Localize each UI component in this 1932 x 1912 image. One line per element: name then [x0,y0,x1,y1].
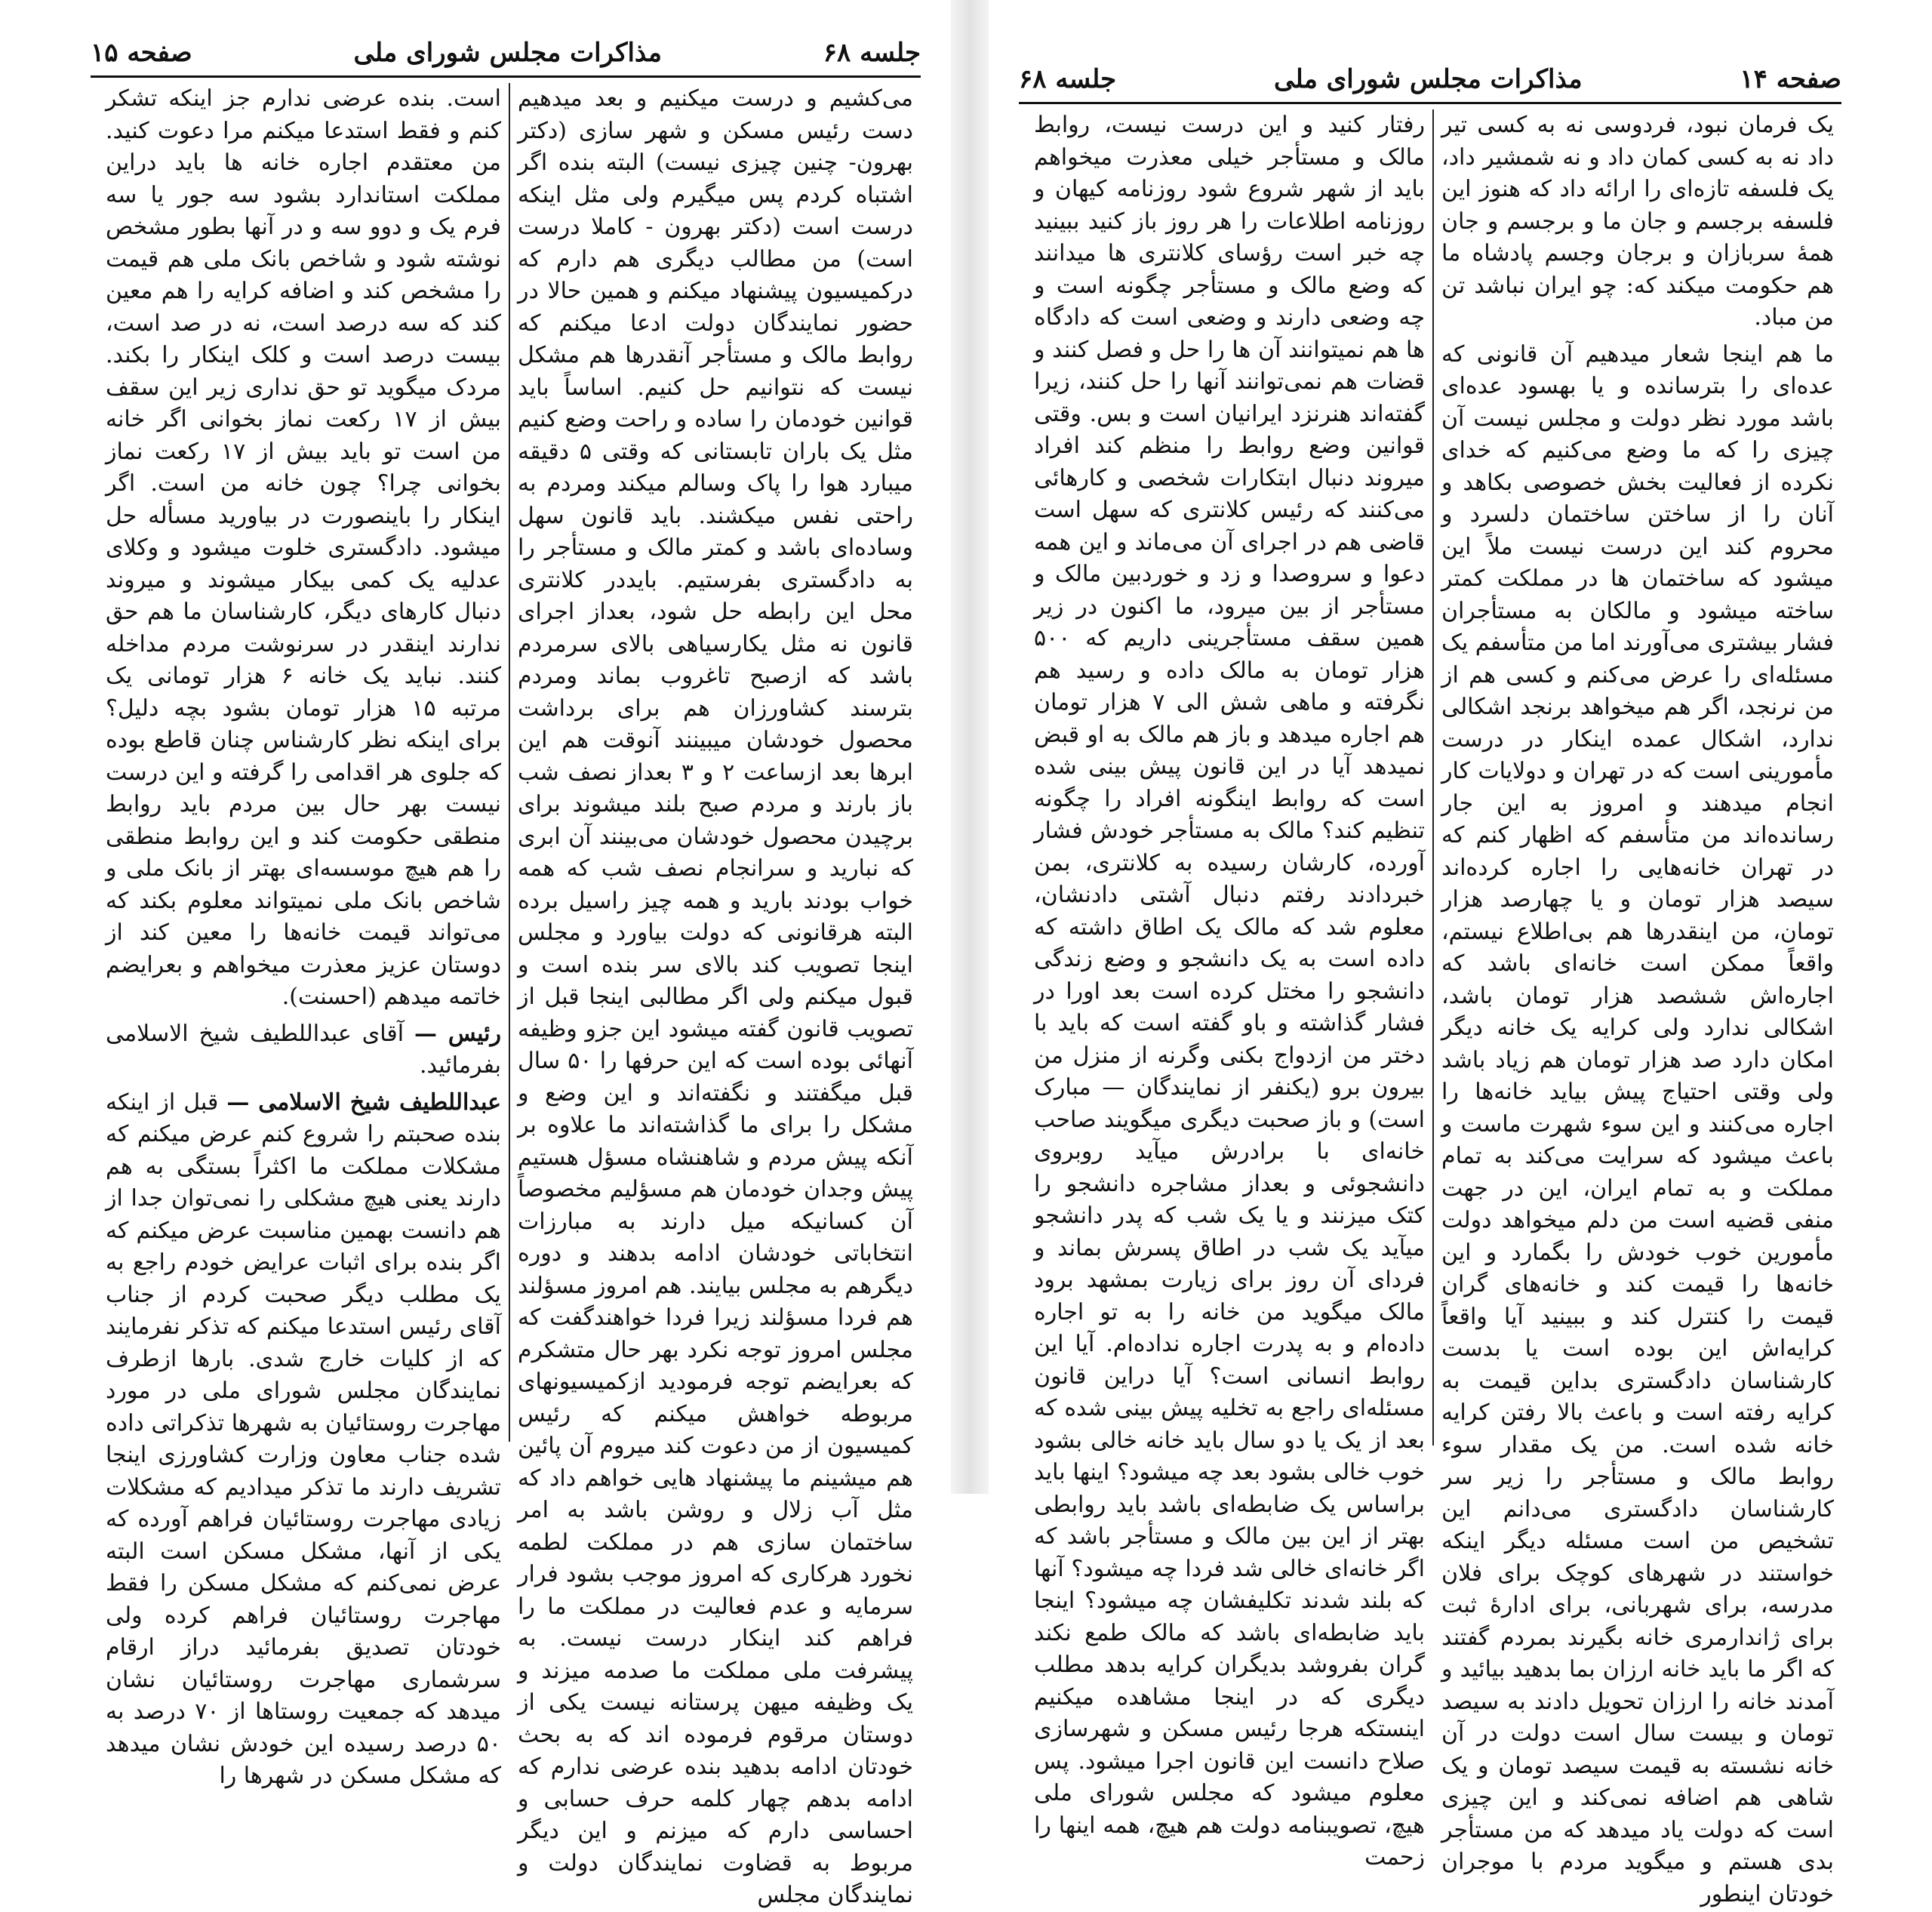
right-page-number: صفحه ۱۴ [1740,64,1841,94]
left-page-right-column-text: می‌کشیم و درست میکنیم و بعد میدهیم دست رئیس مسکن و شهر سازی (دکتر بهرون- چنین چیزی نیست) البته بنده اگر اشتباه کردم پس میگیرم ولی مثل اینکه درست است (دکتر بهرون - کاملا درست است) من مطالب دیگری هم دارم که درکمیسیون پیشنهاد میکنم و همین حالا در حضور نمایندگان دولت ادعا میکنم که روابط مالک و مستأجر آنقدرها هم مشکل نیست که نتوانیم حل کنیم. اساساً باید قوانین خودمان را ساده و راحت وضع کنیم مثل یک باران تابستانی که وقتی ۵ دقیقه میبارد هوا را پاک وسالم میکند ومردم به راحتی نفس میکشند. باید قانون سهل وساده‌ای باشد و کمتر مالک و مستأجر را به دادگستری بفرستیم. بایددر کلانتری محل این رابطه حل شود، بعداز اجرای قانون نه مثل یکارسیاهی بالای سرمردم باشد که ازصبح تاغروب بماند ومردم بترسند کشاورزان هم برای برداشت محصول خودشان میبینند آنوقت هم این ابرها بعد ازساعت ۲ و ۳ بعداز نصف شب باز بارند و مردم صبح بلند میشوند برای برچیدن محصول خودشان می‌بینند آن ابری که نبارید و سرانجام نصف شب که همه خواب بودند بارید و همه چیز راسیل برده البته هرقانونی که دولت بیاورد و مجلس اینجا تصویب کند بالای سر بنده است و قبول میکنم ولی اگر مطالبی اینجا قبل از تصویب قانون گفته میشود این جزو وظیفه آنهائی بوده است که این حرفها را ۵۰ سال قبل میگفتند و نگفته‌اند و این وضع و مشکل را برای ما گذاشته‌اند ما علاوه بر آنکه پیش مردم و شاهنشاه مسؤل هستیم پیش وجدان خودمان هم مسؤلیم مخصوصاً آن کسانیکه میل دارند به مبارزات انتخاباتی خودشان ادامه بدهند و دوره دیگرهم به مجلس بیایند. هم امروز مسؤلند هم فردا مسؤلند زیرا فردا خواهندگفت که مجلس امروز توجه نکرد بهر حال متشکرم که بعرایضم توجه فرمودید ازکمیسیونهای مربوطه خواهش میکنم که رئیس کمیسیون از من دعوت کند میروم آن پائین هم میشینم ما پیشنهاد هایی خواهم داد که مثل آب زلال و روشن باشد به امر ساختمان سازی هم در مملکت لطمه نخورد هرکاری که امروز موجب بشود فرار سرمایه و عدم فعالیت در مملکت ما را فراهم کند اینکار درست نیست. به پیشرفت ملی مملکت ما صدمه میزند و یک وظیفه میهن پرستانه نیست یکی از دوستان مرقوم فرموده اند که به بحث خودتان ادامه بدهید بنده عرضی ندارم که ادامه بدهم چهار کلمه حرف حسابی و احساسی دارم که میزنم و این دیگر مربوط به قضاوت نمایندگان دولت و نمایندگان مجلس [518,85,914,1908]
speaker-paragraph-president [106,1018,501,1082]
right-page-session: جلسه ۶۸ [1019,64,1117,94]
right-page-right-column [1434,109,1841,1907]
left-page-right-column [510,83,921,1908]
left-page-left-column-text-1: است. بنده عرضی ندارم جز اینکه تشکر کنم و فقط استدعا میکنم مرا دعوت کنید. من معتقدم اجاره خانه ها باید دراین مملکت استاندارد بشود سه جور یا سه فرم یک و دوو سه و در آنها بطور مشخص نوشته شود و شاخص بانک ملی هم قیمت را مشخص کند و اضافه کرایه را هم معین کند که سه درصد است، نه در صد است، بیست درصد است و کلک اینکار را بکند. مردک میگوید تو حق نداری زیر این سقف بیش از ۱۷ رکعت نماز بخوانی اگر خانه من است تو باید بیش از ۱۷ رکعت نماز بخوانی چرا؟ چون خانه من است. اگر اینکار را باینصورت در بیاورید مسأله حل میشود. دادگستری خلوت میشود و وکلای عدلیه یک کمی بیکار میشوند و میروند دنبال کارهای دیگر، کارشناسان ما هم حق ندارند اینقدر در سرنوشت مردم مداخله کنند. نباید یک خانه ۶ هزار تومانی یک مرتبه ۱۵ هزار تومان بشود بچه دلیل؟ برای اینکه نظر کارشناس چنان قاطع بوده که جلوی هر اقدامی را گرفته و این درست نیست بهر حال بین مردم باید روابط منطقی حکومت کند و این روابط منطقی را هم هیچ موسسه‌ای بهتر از بانک ملی و شاخص بانک ملی نمیتواند معلوم بکند که می‌تواند قیمت خانه‌ها را معین کند از دوستان عزیز معذرت میخواهم و بعرایضم خاتمه میدهم (احسنت). [106,85,502,1010]
left-page-columns [91,83,921,1908]
right-page-left-column [1026,109,1432,1870]
left-page-session: جلسه ۶۸ [823,38,921,68]
speaker-text-president: آقای عبداللطیف شیخ الاسلامی بفرمائید. [106,1020,501,1079]
book-gutter [951,0,989,1494]
right-page-title: مذاکرات مجلس شورای ملی [1274,64,1583,94]
right-page [989,0,1932,1907]
right-page-header [1019,57,1841,104]
right-page-right-column-text-1: یک فرمان نبود، فردوسی نه به کسی تیر داد نه به کسی کمان داد و نه شمشیر داد، یک فلسفه تازه‌ای را ارائه داد که هنوز این فلسفه برجسم و جان ما و برجسم و جان همهٔ سربازان و برجان وجسم پادشاه ما هم حکومت میکند که: چو ایران نباشد تن من مباد. [1441,112,1834,331]
left-page-number: صفحه ۱۵ [91,38,192,68]
speaker-text-sheikholeslami: قبل از اینکه بنده صحبتم را شروع کنم عرض میکنم که مشکلات مملکت ما اکثراً بستگی به هم دارند یعنی هیچ مشکلی را نمی‌توان جدا از هم دانست بهمین مناسبت عرض میکنم که اگر بنده برای اثبات عرایض خودم راجع به یک مطلب دیگر صحبت کردم از جناب آقای رئیس استدعا میکنم که تذکر نفرمایند که از کلیات خارج شدی. بارها ازطرف نمایندگان مجلس شورای ملی در مورد مهاجرت روستائیان به شهرها تذکراتی داده شده جناب معاون وزارت کشاورزی اینجا تشریف دارند ما تذکر میدادیم که مشکلات زیادی مهاجرت روستائیان فراهم آورده که یکی از آنها، مشکل مسکن است البته عرض نمی‌کنم که مشکل مسکن را فقط مهاجرت روستائیان فراهم کرده ولی خودتان تصدیق بفرمائید دراز ارقام سرشماری مهاجرت روستائیان نشان میدهد که جمعیت روستاها از ۷۰ درصد به ۵۰ درصد رسیده این خودش نشان میدهد که مشکل مسکن در شهرها را [106,1088,501,1789]
right-page-left-column-text: رفتار کنید و این درست نیست، روابط مالک و مستأجر خیلی معذرت میخواهم باید از شهر شروع شود روزنامه کیهان و روزنامه اطلاعات را هر روز باز کنید ببینید چه خبر است رؤسای کلانتری ها میدانند که وضع مالک و مستأجر چگونه است و چه وضعی دارند و وضعی است که دادگاه ها هم نمیتوانند آن ها را حل و فصل کنند و قضات هم نمی‌توانند آنها را حل کنند، زیرا گفته‌اند هنرنزد ایرانیان است و بس. وقتی قوانین وضع روابط را منظم کند افراد میروند دنبال ابتکارات شخصی و کارهائی می‌کنند که رئیس کلانتری که سهل است قاضی هم در اجرای آن می‌ماند و این همه دعوا و سروصدا و زد و خوردبین مالک و مستأجر از بین میرود، ما اکنون در زیر همین سقف مستأجرینی داریم که ۵۰۰ هزار تومان به مالک داده و رسید هم نگرفته و ماهی شش الی ۷ هزار تومان هم اجاره میدهد و باز هم مالک به او قبض نمیدهد آیا در این قانون پیش بینی شده است که روابط اینگونه افراد را چگونه تنظیم کند؟ مالک به مستأجر خودش فشار آورده، کارشان رسیده به کلانتری، بمن خبردادند رفتم دنبال آشتی دادنشان، معلوم شد که مالک یک اطاق داشته که داده است به یک دانشجو و وضع زندگی دانشجو را مختل کرده است بعد اورا در فشار گذاشته و باو گفته است که باید با دختر من ازدواج بکنی وگرنه از منزل من بیرون برو (یکنفر از نمایندگان — مبارک است) و باز صحبت دیگری میگویند صاحب خانه‌ای با برادرش میآید روبروی دانشجوئی و بعداز مشاجره دانشجو را کتک میزنند و یا یک شب که پدر دانشجو میآید یک شب در اطاق پسرش بماند و فردای آن روز برای زیارت بمشهد برود مالک میگوید من خانه را به تو اجاره داده‌ام و به پدرت اجاره نداده‌ام. آیا این روابط انسانی است؟ آیا دراین قانون مسئله‌ای راجع به تخلیه پیش بینی شده که بعد از یک یا دو سال باید خانه خالی بشود خوب خالی بشود بعد چه میشود؟ اینها باید براساس یک ضابطه‌ای باشد باید روابطی بهتر از این بین مالک و مستأجر باشد که اگر خانه‌ای خالی شد فردا چه میشود؟ آنها که بلند شدند تکلیفشان چه میشود؟ اینجا باید ضابطه‌ای باشد که مالک طمع نکند گران بفروشد بدیگران کرایه بدهد مطلب دیگری که در اینجا مشاهده میکنیم اینستکه هرجا رئیس مسکن و شهرسازی صلاح دانست این قانون اجرا میشود. پس معلوم میشود که مجلس شورای ملی هیچ، تصویبنامه دولت هم هیچ، همه اینها را زحمت [1034,112,1426,1870]
speaker-name-president: رئیس — [414,1020,501,1047]
speaker-name-sheikholeslami: عبداللطیف شیخ الاسلامی — [226,1088,501,1116]
left-page-title: مذاکرات مجلس شورای ملی [353,38,662,68]
right-page-columns [1019,109,1841,1907]
right-page-right-column-text-2: ما هم اینجا شعار میدهیم آن قانونی که عده‌ای را بترسانده و یا بهسود عده‌ای باشد مورد نظر دولت و مجلس نیست آن چیزی را که ما وضع می‌کنیم که خدای نکرده از فعالیت بخش خصوصی بکاهد و آنان را از ساختن ساختمان دلسرد و محروم کند این درست نیست ملاً این میشود که ساختمان ها در مملکت کمتر ساخته میشود و مالکان به مستأجران فشار بیشتری می‌آورند اما من متأسفم یک مسئله‌ای را عرض می‌کنم و کسی هم از من نرنجد، اگر هم میخواهد برنجد اشکالی ندارد، اشکال عمده اینکار در درست مأمورینی است که در تهران و دولایات کار انجام میدهند و امروز به این جار رسانده‌اند من متأسفم که اظهار کنم که در تهران خانه‌هایی را اجاره کرده‌اند سیصد هزار تومان و یا چهارصد هزار تومان، من اینقدرها هم بی‌اطلاع نیستم، واقعاً ممکن است خانه‌ای باشد که اجاره‌اش ششصد هزار تومان باشد، اشکالی ندارد ولی کرایه یک خانه دیگر امکان دارد صد هزار تومان هم زیاد باشد ولی وقتی احتیاج پیش بیاید خانه‌ها را اجاره می‌کنند و این سوء شهرت ماست و باعث میشود که سرایت می‌کند به تمام مملکت و به تمام ایران، این در جهت منفی قضیه است من دلم میخواهد دولت مأمورین خوب خودش را بگمارد و این خانه‌ها را قیمت کند و خانه‌های گران قیمت را کنترل کند و ببینید آیا واقعاً کرایه‌اش این بوده است یا بدست کارشناسان دادگستری بداین قیمت به کرایه رفته است و باعث بالا رفتن کرایه خانه شده است. من یک مقدار سوء روابط مالک و مستأجر را زیر سر کارشناسان دادگستری می‌دانم این تشخیص من است مسئله دیگر اینکه خواستند در شهرهای کوچک برای فلان مدرسه، برای شهربانی، برای ادارهٔ ثبت برای ژاندارمری خانه بگیرند بمردم گفتند که اگر ما باید خانه ارزان بما بدهید بیائید و آمدند خانه را ارزان تحویل دادند به سیصد تومان و بیست سال است دولت در آن خانه نشسته به قیمت سیصد تومان و یک شاهی هم اضافه نمی‌کند و این چیزی است که دولت یاد میدهد که من مستأجر بدی هستم و میگوید مردم با موجران خودتان اینطور [1441,340,1834,1907]
speaker-paragraph-sheikholeslami [106,1087,501,1793]
left-page-left-column [98,83,509,1789]
left-page-header [91,30,921,78]
left-page [0,0,951,1908]
